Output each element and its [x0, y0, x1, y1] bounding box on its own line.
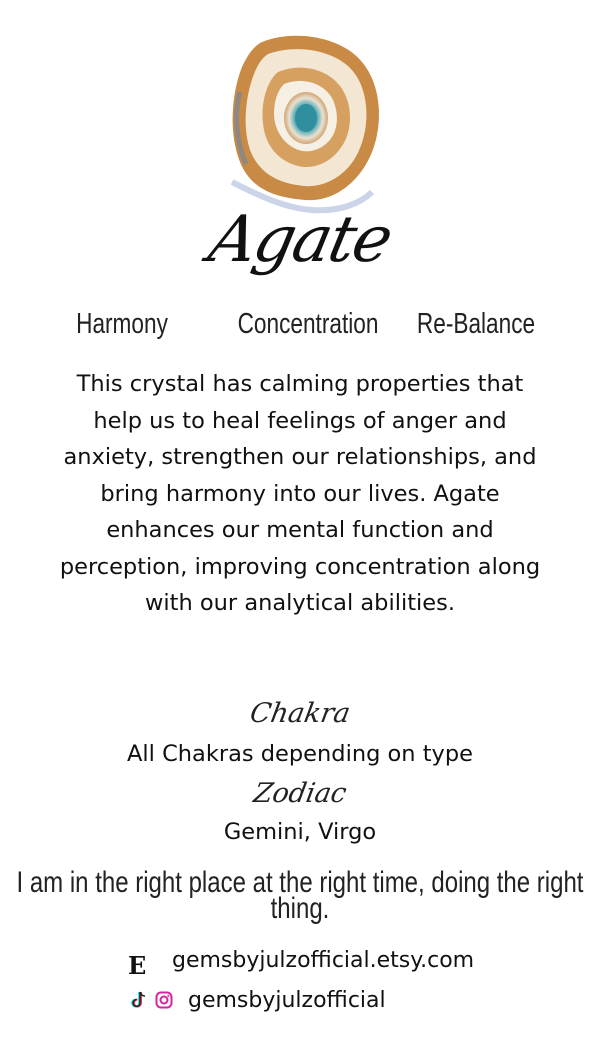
keyword-concentration: Concentration [237, 308, 379, 340]
description-paragraph: This crystal has calming properties that help us to heal feelings of anger and anxiety, strengthen our relationships, and bring harmony into our lives. Agate enhances our mental function and perception, improving concentration along with our analytical abilities. [59, 371, 541, 616]
etsy-link[interactable]: gemsbyjulzofficial.etsy.com [172, 948, 475, 973]
agate-stone-image [222, 32, 384, 218]
keyword-rebalance: Re-Balance [416, 308, 536, 340]
social-handle-link[interactable]: gemsbyjulzofficial [188, 988, 386, 1013]
zodiac-value: Gemini, Virgo [223, 819, 377, 845]
tiktok-icon [130, 990, 148, 1010]
zodiac-heading: Zodiac [251, 778, 349, 809]
keyword-harmony: Harmony [76, 308, 168, 340]
page-title: Agate [202, 203, 398, 277]
affirmation-text: I am in the right place at the right time, doing the right thing. [16, 866, 584, 925]
chakra-heading: Chakra [247, 698, 353, 729]
etsy-icon: E [128, 951, 147, 980]
instagram-icon [155, 991, 173, 1009]
chakra-value: All Chakras depending on type [127, 741, 473, 767]
